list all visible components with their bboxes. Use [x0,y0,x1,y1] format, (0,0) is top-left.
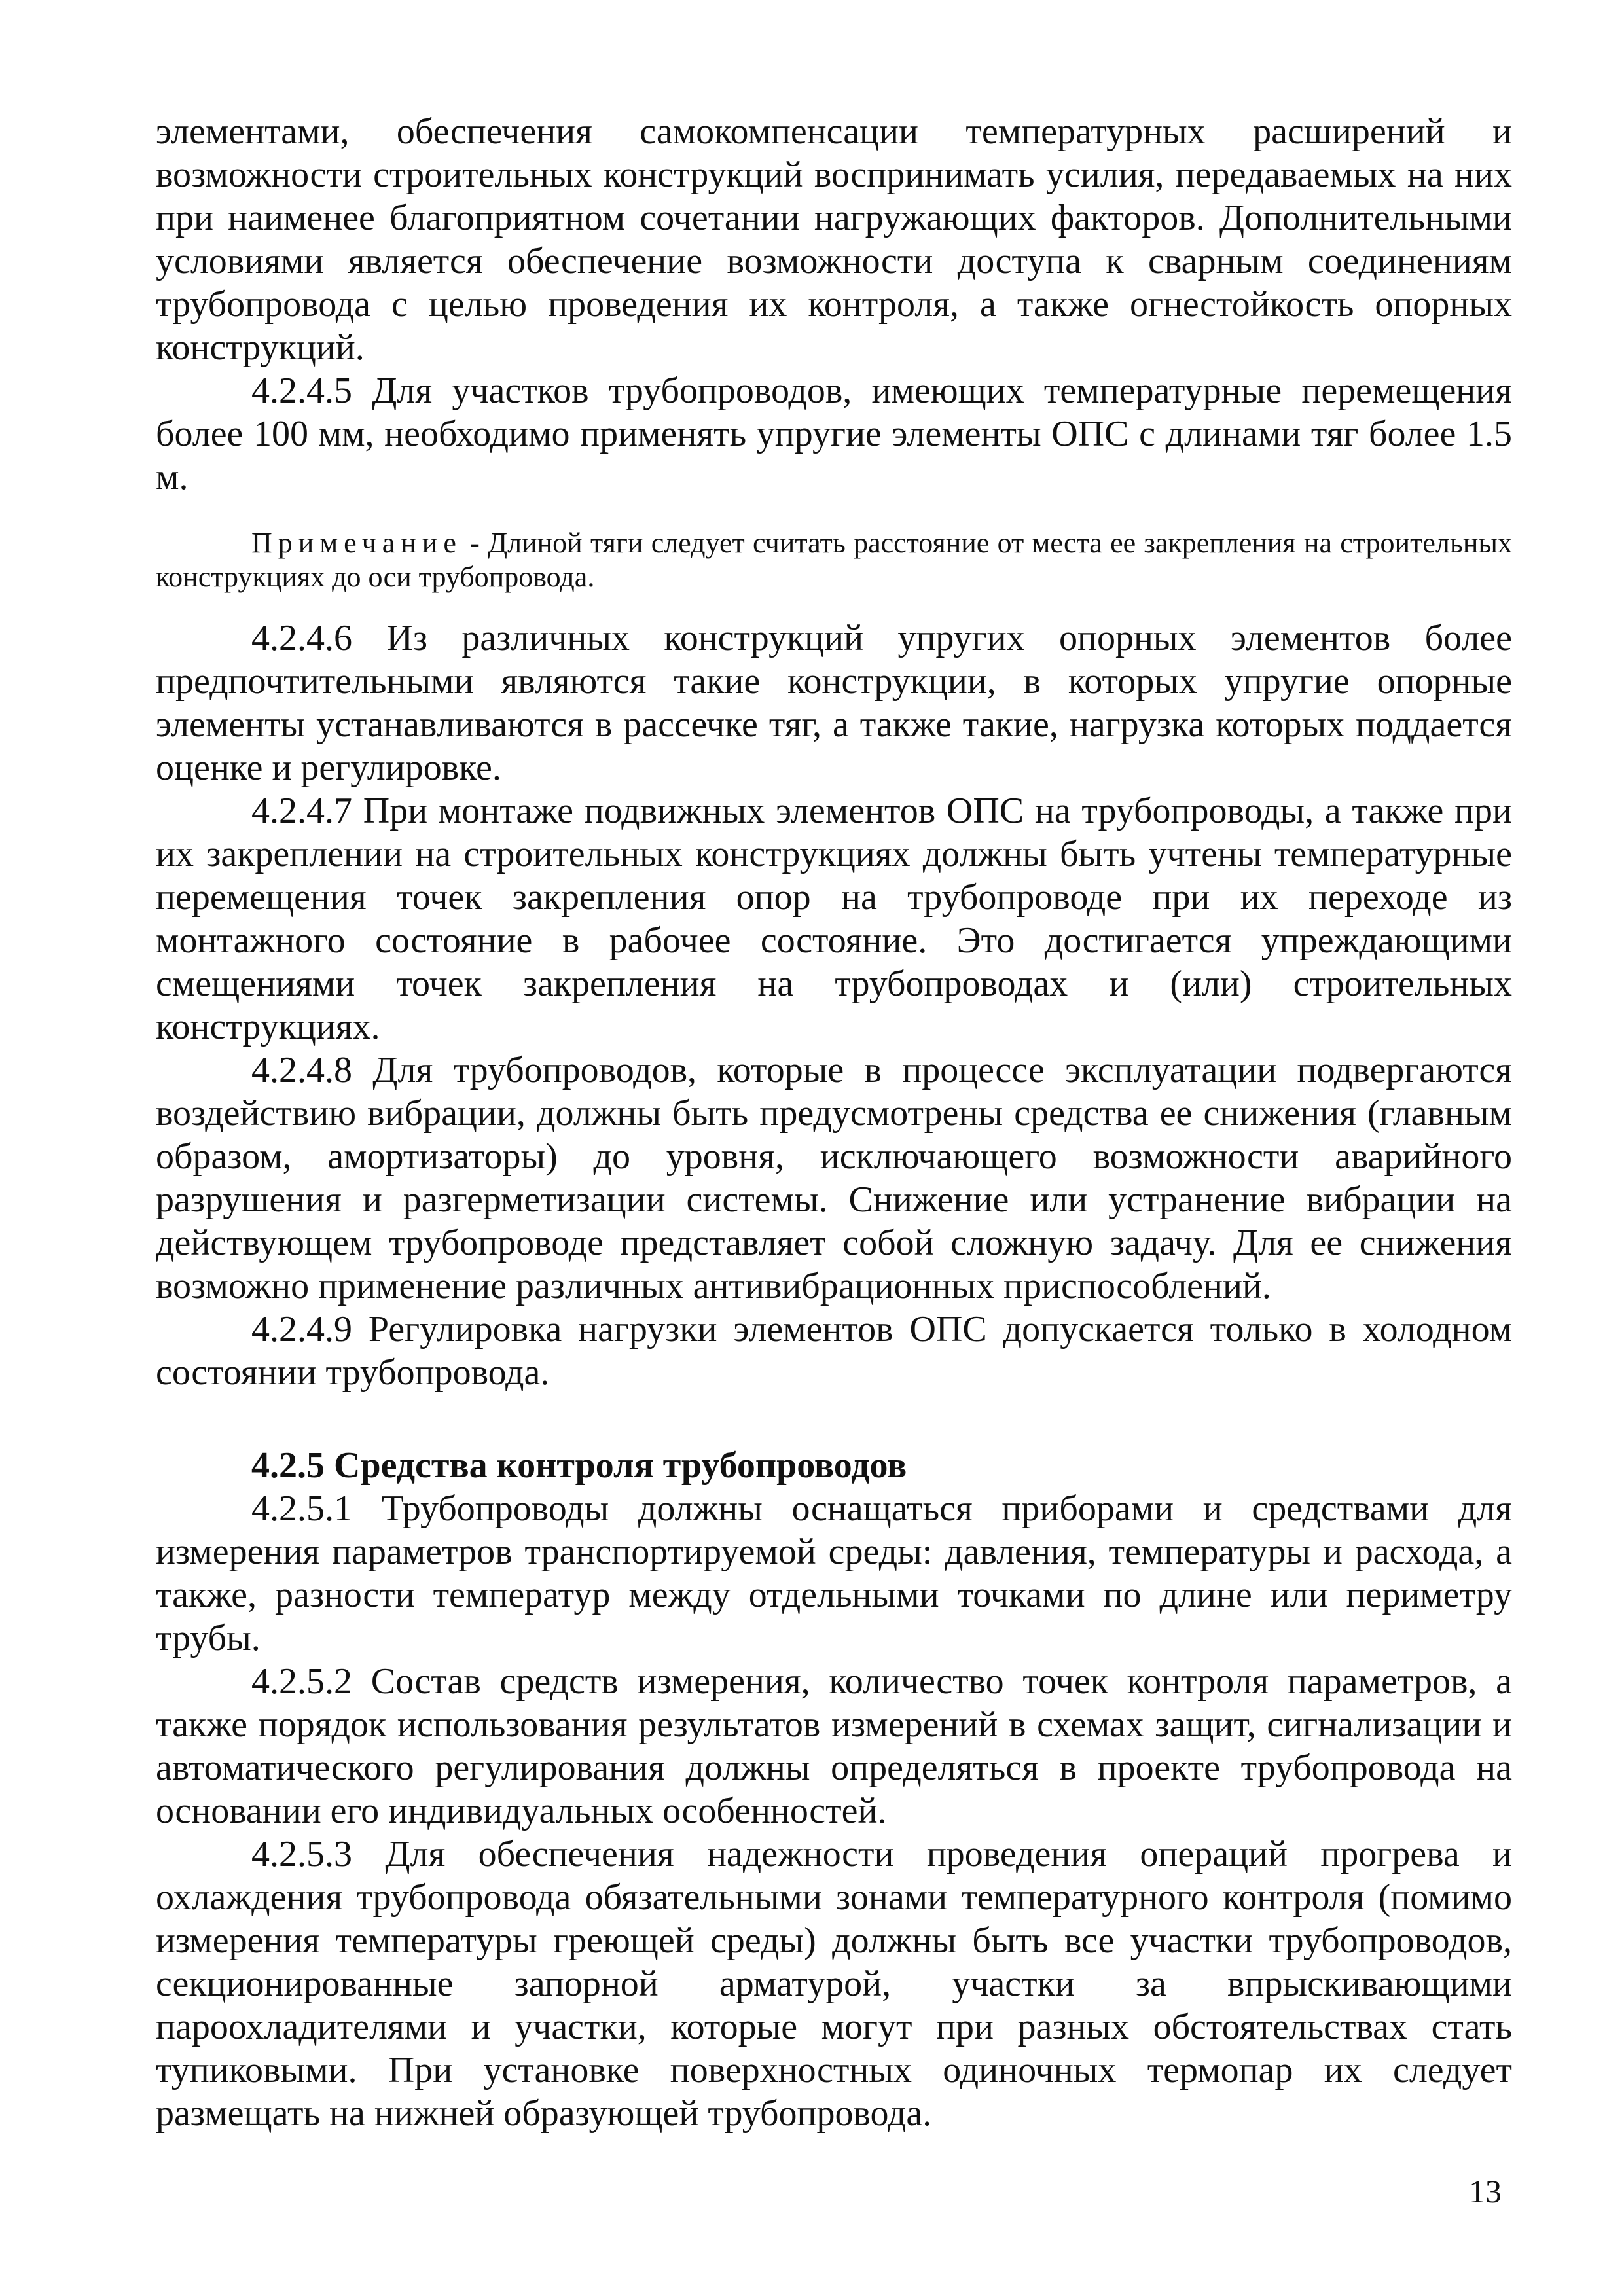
paragraph-4-2-4-8: 4.2.4.8 Для трубопроводов, которые в процессе эксплуатации подвергаются воздействию вибрации, должны быть предусмотрены средства ее снижения (главным образом, амортизаторы) до уровня, исключающего возможности аварийного разрушения и разгерметизации системы. Снижение или устранение вибрации на действующем трубопроводе представляет собой сложную задачу. Для ее снижения возможно применение различных антивибрационных приспособлений. [156,1050,1512,1306]
note-lead: Примечание [251,527,462,559]
paragraph-4-2-5-2: 4.2.5.2 Состав средств измерения, количество точек контроля параметров, а также порядок использования результатов измерений в схемах защит, сигнализации и автоматического регулирования должны определяться в проекте трубопровода на основании его индивидуальных особенностей. [156,1661,1512,1831]
paragraph-4-2-4-6: 4.2.4.6 Из различных конструкций упругих опорных элементов более предпочтительными являются такие конструкции, в которых упругие опорные элементы устанавливаются в рассечке тяг, а также такие, нагрузка которых поддается оценке и регулировке. [156,618,1512,788]
page-number: 13 [1469,2173,1502,2210]
section-heading: 4.2.5 Средства контроля трубопроводов [251,1445,907,1486]
paragraph-4-2-5-3: 4.2.5.3 Для обеспечения надежности проведения операций прогрева и охлаждения трубопровода обязательными зонами температурного контроля (помимо измерения температуры греющей среды) должны быть все участки трубопроводов, секционированные запорной арматурой, участки за впрыскивающими пароохладителями и участки, которые могут при разных обстоятельствах стать тупиковыми. При установке поверхностных одиночных термопар их следует размещать на нижней образующей трубопровода. [156,1834,1512,2134]
paragraph-4-2-4-5: 4.2.4.5 Для участков трубопроводов, имеющих температурные перемещения более 100 мм, необходимо применять упругие элементы ОПС с длинами тяг более 1.5 м. [156,370,1512,497]
paragraph-4-2-5-1: 4.2.5.1 Трубопроводы должны оснащаться приборами и средствами для измерения параметров транспортируемой среды: давления, температуры и расхода, а также, разности температур между отдельными точками по длине или периметру трубы. [156,1488,1512,1659]
page-body [156,110,1512,2135]
paragraph-4-2-4-7: 4.2.4.7 При монтаже подвижных элементов ОПС на трубопроводы, а также при их закреплении на строительных конструкциях должны быть учтены температурные перемещения точек закрепления опор на трубопроводе при их переходе из монтажного состояние в рабочее состояние. Это достигается упреждающими смещениями точек закрепления на трубопроводах и (или) строительных конструкциях. [156,791,1512,1047]
note-text: - Длиной тяги следует считать расстояние от места ее закрепления на строительных конструкциях до оси трубопровода. [156,527,1512,593]
paragraph-4-2-4-9: 4.2.4.9 Регулировка нагрузки элементов ОПС допускается только в холодном состоянии трубопровода. [156,1309,1512,1393]
note [156,526,1512,594]
paragraph-intro-continuation: элементами, обеспечения самокомпенсации температурных расширений и возможности строительных конструкций воспринимать усилия, передаваемых на них при наименее благоприятном сочетании нагружающих факторов. Дополнительными условиями является обеспечение возможности доступа к сварным соединениям трубопровода с целью проведения их контроля, а также огнестойкость опорных конструкций. [156,111,1512,368]
